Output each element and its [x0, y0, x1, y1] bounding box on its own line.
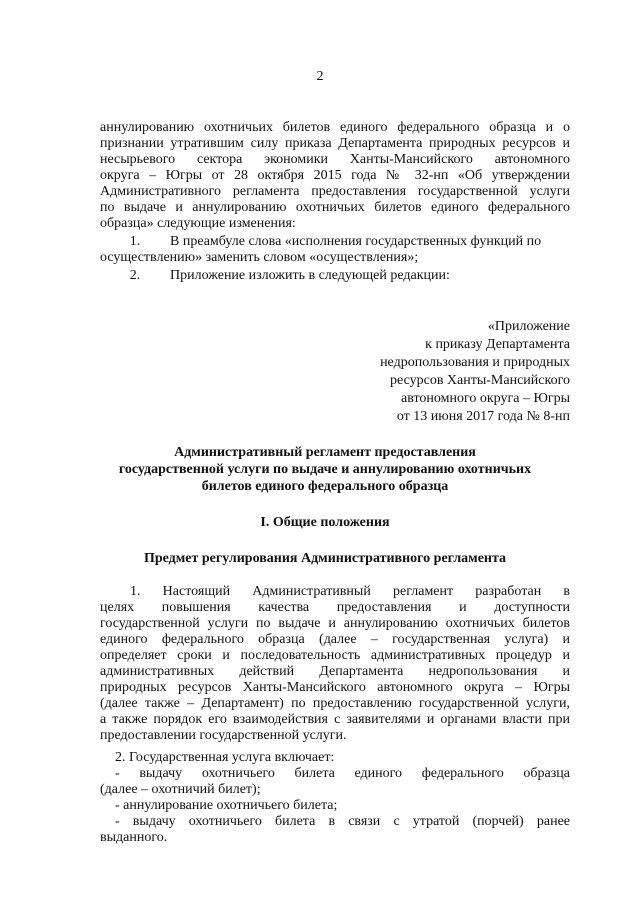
section-heading: I. Общие положения [260, 515, 390, 530]
appendix-line: недропользования и природных [380, 355, 570, 370]
changes-list [100, 234, 570, 284]
para1-line: государственной услуги по выдаче и аннулированию охотничьих билетов [100, 616, 570, 631]
para1-line: природных ресурсов Ханты-Мансийского автономного округа – Югры [100, 680, 570, 695]
para1-line: предоставлении государственной услуги. [100, 728, 347, 743]
change-item-1 [100, 234, 570, 250]
para1-line: а также порядок его взаимодействия с заявителями и органами власти при [100, 712, 570, 727]
para2-line: (далее – охотничий билет); [100, 782, 261, 797]
intro-line: округа – Югры от 28 октября 2015 года № 32-нп «Об утверждении [100, 168, 570, 183]
intro-line: по выдаче и аннулированию охотничьих билетов единого федерального [100, 200, 570, 215]
change-number: 2. [129, 268, 141, 283]
para2-line: - выдачу охотничьего билета в связи с утратой (порчей) ранее [115, 814, 570, 829]
intro-line: образца» следующие изменения: [100, 216, 296, 231]
title-line: билетов единого федерального образца [201, 479, 449, 494]
appendix-line: к приказу Департамента [425, 337, 570, 352]
para2-line: выданного. [100, 830, 168, 845]
para2-line: - аннулирование охотничьего билета; [115, 798, 338, 813]
change-number: 1. [129, 234, 141, 249]
para1-line: административных действий Департамента недропользования и [100, 664, 570, 679]
appendix-line: от 13 июня 2017 года № 8-нп [396, 409, 570, 424]
title-line: государственной услуги по выдаче и аннулированию охотничьих [118, 462, 532, 477]
para1-line: единого федерального образца (далее – государственная услуга) и [100, 632, 570, 647]
appendix-line: «Приложение [487, 319, 570, 334]
para2-line: - выдачу охотничьего билета единого федерального образца [115, 766, 570, 781]
appendix-header [300, 318, 570, 426]
para1-line: определяет сроки и последовательность административных процедур и [100, 648, 570, 663]
change-text-continued: осуществлению» заменить словом «осуществления»; [100, 250, 419, 265]
appendix-line: автономного округа – Югры [401, 391, 570, 406]
title-line: Административный регламент предоставления [174, 445, 476, 460]
subsection-heading: Предмет регулирования Административного регламента [143, 551, 507, 566]
change-item-2 [100, 268, 570, 284]
para1-line: целях повышения качества предоставления и доступности [100, 600, 570, 615]
appendix-line: ресурсов Ханты-Мансийского [390, 373, 570, 388]
intro-line: аннулированию охотничьих билетов единого федерального образца и о [100, 120, 570, 135]
intro-line: Административного регламента предоставления государственной услуги [100, 184, 570, 199]
document-title [80, 444, 570, 495]
paragraph-2 [100, 750, 570, 846]
intro-paragraph [100, 120, 570, 232]
para1-line: (далее также – Департамент) по предоставлению государственной услуги, [100, 696, 570, 711]
change-text: В преамбуле слова «исполнения государственных функций по [170, 234, 542, 249]
para1-line: 1. Настоящий Административный регламент разработан в [130, 584, 570, 599]
paragraph-1 [100, 584, 570, 744]
page-number: 2 [316, 69, 324, 84]
intro-line: признании утратившим силу приказа Департамента природных ресурсов и [100, 136, 570, 151]
change-text: Приложение изложить в следующей редакции: [170, 268, 450, 283]
para2-line: 2. Государственная услуга включает: [115, 750, 335, 765]
intro-line: несырьевого сектора экономики Ханты-Мансийского автономного [100, 152, 570, 167]
